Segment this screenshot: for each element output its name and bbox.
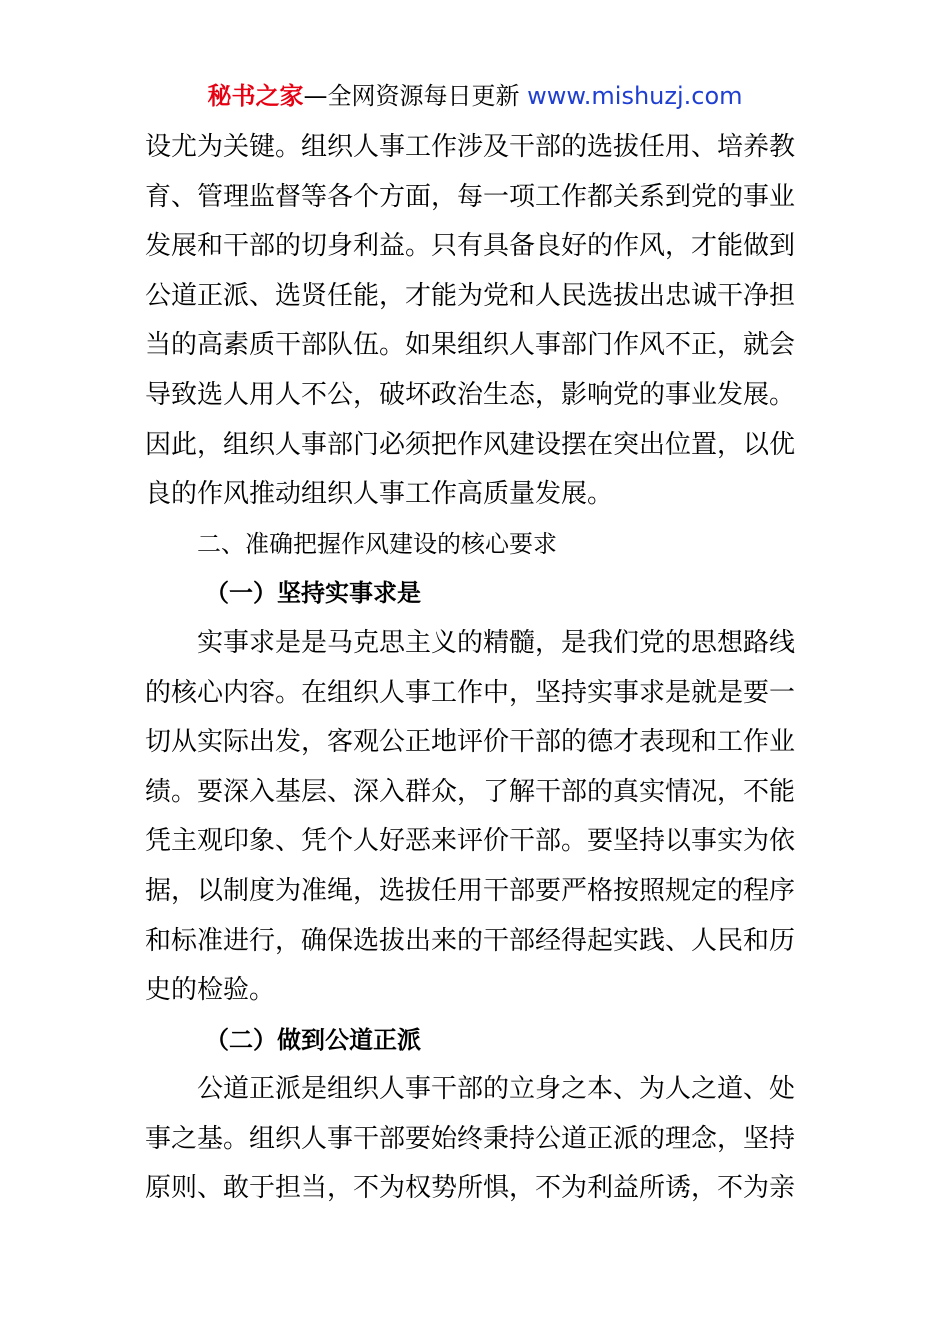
- document-body: [145, 123, 810, 1214]
- site-header: [0, 80, 950, 112]
- section-heading: 二、准确把握作风建设的核心要求: [197, 529, 557, 558]
- site-url-link[interactable]: www.mishuzj.com: [527, 82, 743, 110]
- paragraph-line: 的核心内容。在组织人事工作中，坚持实事求是就是要一: [145, 677, 796, 708]
- site-tagline: —全网资源每日更新: [303, 82, 520, 110]
- site-brand: 秘书之家: [207, 82, 304, 110]
- paragraph-line: 凭主观印象、凭个人好恶来评价干部。要坚持以事实为依: [145, 826, 796, 857]
- paragraph-line: 实事求是是马克思主义的精髓，是我们党的思想路线: [197, 627, 796, 658]
- paragraph-line: 原则、敢于担当，不为权势所惧，不为利益所诱，不为亲: [145, 1173, 796, 1204]
- paragraph-line: 良的作风推动组织人事工作高质量发展。: [145, 479, 614, 510]
- paragraph-line: 公道正派、选贤任能，才能为党和人民选拔出忠诚干净担: [145, 280, 796, 311]
- paragraph-line: 发展和干部的切身利益。只有具备良好的作风，才能做到: [145, 231, 796, 262]
- paragraph-line: 事之基。组织人事干部要始终秉持公道正派的理念，坚持: [145, 1123, 796, 1154]
- paragraph-line: 因此，组织人事部门必须把作风建设摆在突出位置，以优: [145, 429, 796, 460]
- paragraph-line: 据，以制度为准绳，选拔任用干部要严格按照规定的程序: [145, 875, 796, 906]
- paragraph-line: 切从实际出发，客观公正地评价干部的德才表现和工作业: [145, 727, 796, 758]
- paragraph-line: 公道正派是组织人事干部的立身之本、为人之道、处: [197, 1074, 796, 1105]
- subsection-heading-2: （二）做到公道正派: [205, 1025, 421, 1054]
- subsection-heading-1: （一）坚持实事求是: [205, 579, 421, 608]
- paragraph-line: 当的高素质干部队伍。如果组织人事部门作风不正，就会: [145, 330, 796, 361]
- paragraph-line: 史的检验。: [145, 975, 276, 1006]
- paragraph-line: 设尤为关键。组织人事工作涉及干部的选拔任用、培养教: [145, 132, 796, 162]
- paragraph-line: 导致选人用人不公，破坏政治生态，影响党的事业发展。: [145, 379, 796, 410]
- paragraph-line: 和标准进行，确保选拔出来的干部经得起实践、人民和历: [145, 925, 796, 956]
- paragraph-line: 育、管理监督等各个方面，每一项工作都关系到党的事业: [145, 181, 796, 212]
- paragraph-line: 绩。要深入基层、深入群众，了解干部的真实情况，不能: [145, 776, 796, 807]
